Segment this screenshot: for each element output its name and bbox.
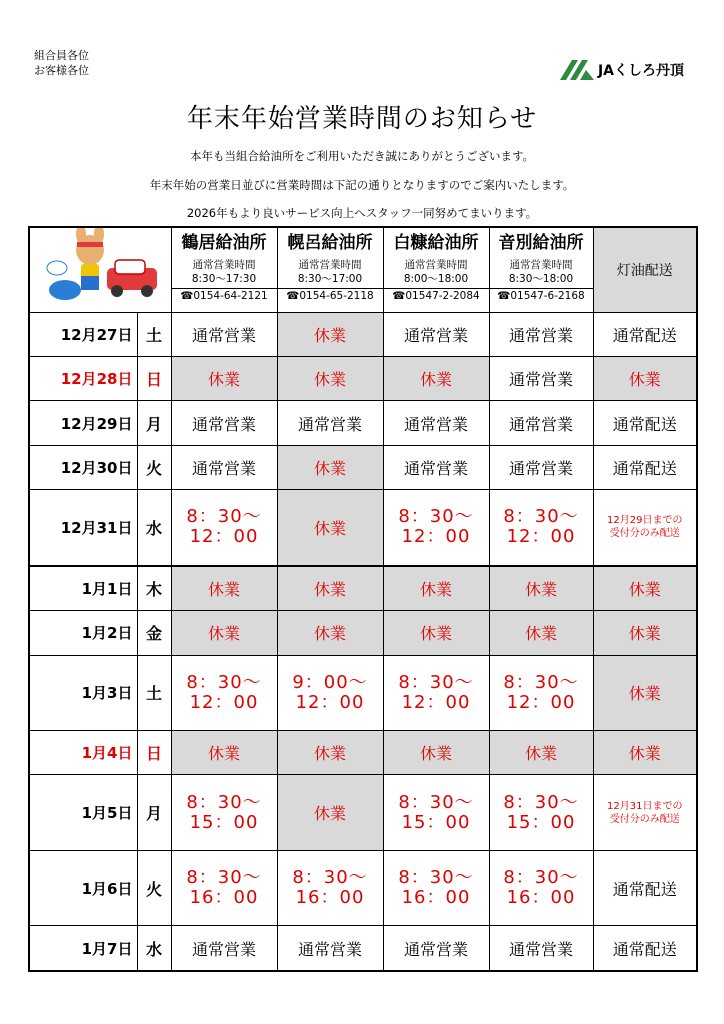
kerosene-delivery-header: 灯油配送 bbox=[593, 227, 697, 313]
station-status-cell: 休業 bbox=[277, 357, 383, 401]
station-status-cell: 休業 bbox=[171, 357, 277, 401]
weekday-cell: 水 bbox=[137, 926, 171, 971]
weekday-cell: 土 bbox=[137, 313, 171, 357]
station-status-cell: 休業 bbox=[489, 611, 593, 655]
page-title: 年末年始営業時間のお知らせ bbox=[186, 104, 538, 134]
weekday-cell: 日 bbox=[137, 357, 171, 401]
kerosene-status-cell: 休業 bbox=[593, 731, 697, 775]
logo-text: JAくしろ丹頂 bbox=[597, 63, 684, 79]
kerosene-status-cell: 休業 bbox=[593, 611, 697, 655]
station-header-4 bbox=[489, 227, 593, 313]
station-status-cell: 8：30〜 12：00 bbox=[383, 655, 489, 731]
station-phone: ☎0154-64-2121 bbox=[172, 288, 277, 302]
station-status-cell: 8：30〜 16：00 bbox=[489, 850, 593, 926]
date-cell: 1月1日 bbox=[29, 566, 137, 611]
station-name: 音別給油所 bbox=[498, 233, 584, 253]
station-status-cell: 休業 bbox=[489, 731, 593, 775]
station-status-cell: 8：30〜 12：00 bbox=[171, 655, 277, 731]
table-row bbox=[29, 611, 697, 655]
station-status-cell: 通常営業 bbox=[171, 445, 277, 489]
station-hours: 8:30〜18:00 bbox=[508, 273, 574, 285]
station-status-cell: 8：30〜 12：00 bbox=[489, 489, 593, 565]
table-row bbox=[29, 926, 697, 971]
station-status-cell: 休業 bbox=[171, 566, 277, 611]
station-status-cell: 通常営業 bbox=[383, 445, 489, 489]
table-row bbox=[29, 655, 697, 731]
station-status-cell: 通常営業 bbox=[489, 401, 593, 445]
station-header-1 bbox=[171, 227, 277, 313]
station-status-cell: 休業 bbox=[277, 445, 383, 489]
weekday-cell: 土 bbox=[137, 655, 171, 731]
date-cell: 12月30日 bbox=[29, 445, 137, 489]
station-status-cell: 休業 bbox=[171, 611, 277, 655]
station-status-cell: 9：00〜 12：00 bbox=[277, 655, 383, 731]
station-status-cell: 休業 bbox=[383, 566, 489, 611]
station-status-cell: 8：30〜 12：00 bbox=[383, 489, 489, 565]
station-hours: 8:30〜17:30 bbox=[191, 273, 257, 285]
station-status-cell: 8：30〜 15：00 bbox=[171, 775, 277, 851]
addressee-line: 組合員各位 bbox=[34, 49, 89, 62]
station-status-cell: 休業 bbox=[277, 731, 383, 775]
addressee-block bbox=[34, 48, 89, 78]
station-status-cell: 休業 bbox=[383, 357, 489, 401]
station-status-cell: 8：30〜 16：00 bbox=[277, 850, 383, 926]
mascot-illustration bbox=[29, 227, 171, 313]
date-cell: 1月3日 bbox=[29, 655, 137, 731]
kerosene-status-cell: 12月29日までの 受付分のみ配送 bbox=[593, 489, 697, 565]
station-hours-label: 通常営業時間 bbox=[404, 259, 468, 271]
station-status-cell: 休業 bbox=[489, 566, 593, 611]
ja-logo-icon bbox=[560, 60, 594, 80]
station-status-cell: 通常営業 bbox=[277, 401, 383, 445]
station-hours-label: 通常営業時間 bbox=[192, 259, 256, 271]
kerosene-status-cell: 通常配送 bbox=[593, 926, 697, 971]
table-row bbox=[29, 401, 697, 445]
station-status-cell: 通常営業 bbox=[171, 926, 277, 971]
message-line: 2026年もより良いサービス向上へスタッフ一同努めてまいります。 bbox=[186, 206, 538, 220]
date-cell: 1月5日 bbox=[29, 775, 137, 851]
date-cell: 12月27日 bbox=[29, 313, 137, 357]
ja-logo bbox=[560, 60, 684, 80]
station-hours: 8:00〜18:00 bbox=[403, 273, 469, 285]
kerosene-status-cell: 12月31日までの 受付分のみ配送 bbox=[593, 775, 697, 851]
header-row bbox=[29, 227, 697, 313]
station-name: 幌呂給油所 bbox=[287, 233, 373, 253]
table-row bbox=[29, 357, 697, 401]
table-row bbox=[29, 731, 697, 775]
table-row bbox=[29, 850, 697, 926]
station-name: 鶴居給油所 bbox=[181, 233, 267, 253]
station-phone: ☎01547-2-2084 bbox=[384, 288, 489, 302]
message-line: 本年も当組合給油所をご利用いただき誠にありがとうございます。 bbox=[189, 149, 535, 163]
kerosene-status-cell: 通常配送 bbox=[593, 445, 697, 489]
table-row bbox=[29, 313, 697, 357]
station-status-cell: 休業 bbox=[383, 731, 489, 775]
station-phone: ☎01547-6-2168 bbox=[490, 288, 593, 302]
kerosene-status-cell: 休業 bbox=[593, 655, 697, 731]
table-row bbox=[29, 775, 697, 851]
station-status-cell: 通常営業 bbox=[171, 401, 277, 445]
weekday-cell: 火 bbox=[137, 850, 171, 926]
table-row bbox=[29, 489, 697, 565]
schedule-table bbox=[28, 226, 698, 972]
date-cell: 12月28日 bbox=[29, 357, 137, 401]
station-hours-label: 通常営業時間 bbox=[509, 259, 573, 271]
mascot-icon bbox=[35, 228, 165, 308]
kerosene-status-cell: 通常配送 bbox=[593, 313, 697, 357]
message-line: 年末年始の営業日並びに営業時間は下記の通りとなりますのでご案内いたします。 bbox=[149, 178, 575, 192]
station-status-cell: 通常営業 bbox=[489, 926, 593, 971]
station-status-cell: 通常営業 bbox=[171, 313, 277, 357]
station-status-cell: 休業 bbox=[277, 611, 383, 655]
station-status-cell: 8：30〜 16：00 bbox=[171, 850, 277, 926]
station-name: 白糠給油所 bbox=[393, 233, 479, 253]
station-status-cell: 通常営業 bbox=[383, 401, 489, 445]
table-row bbox=[29, 566, 697, 611]
station-status-cell: 8：30〜 12：00 bbox=[489, 655, 593, 731]
weekday-cell: 月 bbox=[137, 775, 171, 851]
weekday-cell: 水 bbox=[137, 489, 171, 565]
addressee-line: お客様各位 bbox=[34, 64, 89, 77]
date-cell: 1月7日 bbox=[29, 926, 137, 971]
station-status-cell: 休業 bbox=[277, 489, 383, 565]
station-status-cell: 8：30〜 12：00 bbox=[171, 489, 277, 565]
station-status-cell: 通常営業 bbox=[383, 926, 489, 971]
station-header-3 bbox=[383, 227, 489, 313]
station-status-cell: 通常営業 bbox=[489, 445, 593, 489]
date-cell: 1月6日 bbox=[29, 850, 137, 926]
station-status-cell: 8：30〜 16：00 bbox=[383, 850, 489, 926]
station-status-cell: 8：30〜 15：00 bbox=[383, 775, 489, 851]
station-header-2 bbox=[277, 227, 383, 313]
weekday-cell: 日 bbox=[137, 731, 171, 775]
date-cell: 1月2日 bbox=[29, 611, 137, 655]
weekday-cell: 木 bbox=[137, 566, 171, 611]
station-status-cell: 休業 bbox=[171, 731, 277, 775]
kerosene-status-cell: 通常配送 bbox=[593, 850, 697, 926]
weekday-cell: 金 bbox=[137, 611, 171, 655]
date-cell: 12月31日 bbox=[29, 489, 137, 565]
station-phone: ☎0154-65-2118 bbox=[278, 288, 383, 302]
station-status-cell: 8：30〜 15：00 bbox=[489, 775, 593, 851]
station-status-cell: 通常営業 bbox=[489, 313, 593, 357]
station-status-cell: 休業 bbox=[277, 313, 383, 357]
kerosene-status-cell: 通常配送 bbox=[593, 401, 697, 445]
table-row bbox=[29, 445, 697, 489]
station-hours-label: 通常営業時間 bbox=[298, 259, 362, 271]
station-status-cell: 休業 bbox=[277, 566, 383, 611]
kerosene-status-cell: 休業 bbox=[593, 566, 697, 611]
station-hours: 8:30〜17:00 bbox=[297, 273, 363, 285]
station-status-cell: 休業 bbox=[383, 611, 489, 655]
date-cell: 12月29日 bbox=[29, 401, 137, 445]
station-status-cell: 通常営業 bbox=[489, 357, 593, 401]
station-status-cell: 休業 bbox=[277, 775, 383, 851]
kerosene-status-cell: 休業 bbox=[593, 357, 697, 401]
weekday-cell: 月 bbox=[137, 401, 171, 445]
station-status-cell: 通常営業 bbox=[383, 313, 489, 357]
date-cell: 1月4日 bbox=[29, 731, 137, 775]
weekday-cell: 火 bbox=[137, 445, 171, 489]
station-status-cell: 通常営業 bbox=[277, 926, 383, 971]
